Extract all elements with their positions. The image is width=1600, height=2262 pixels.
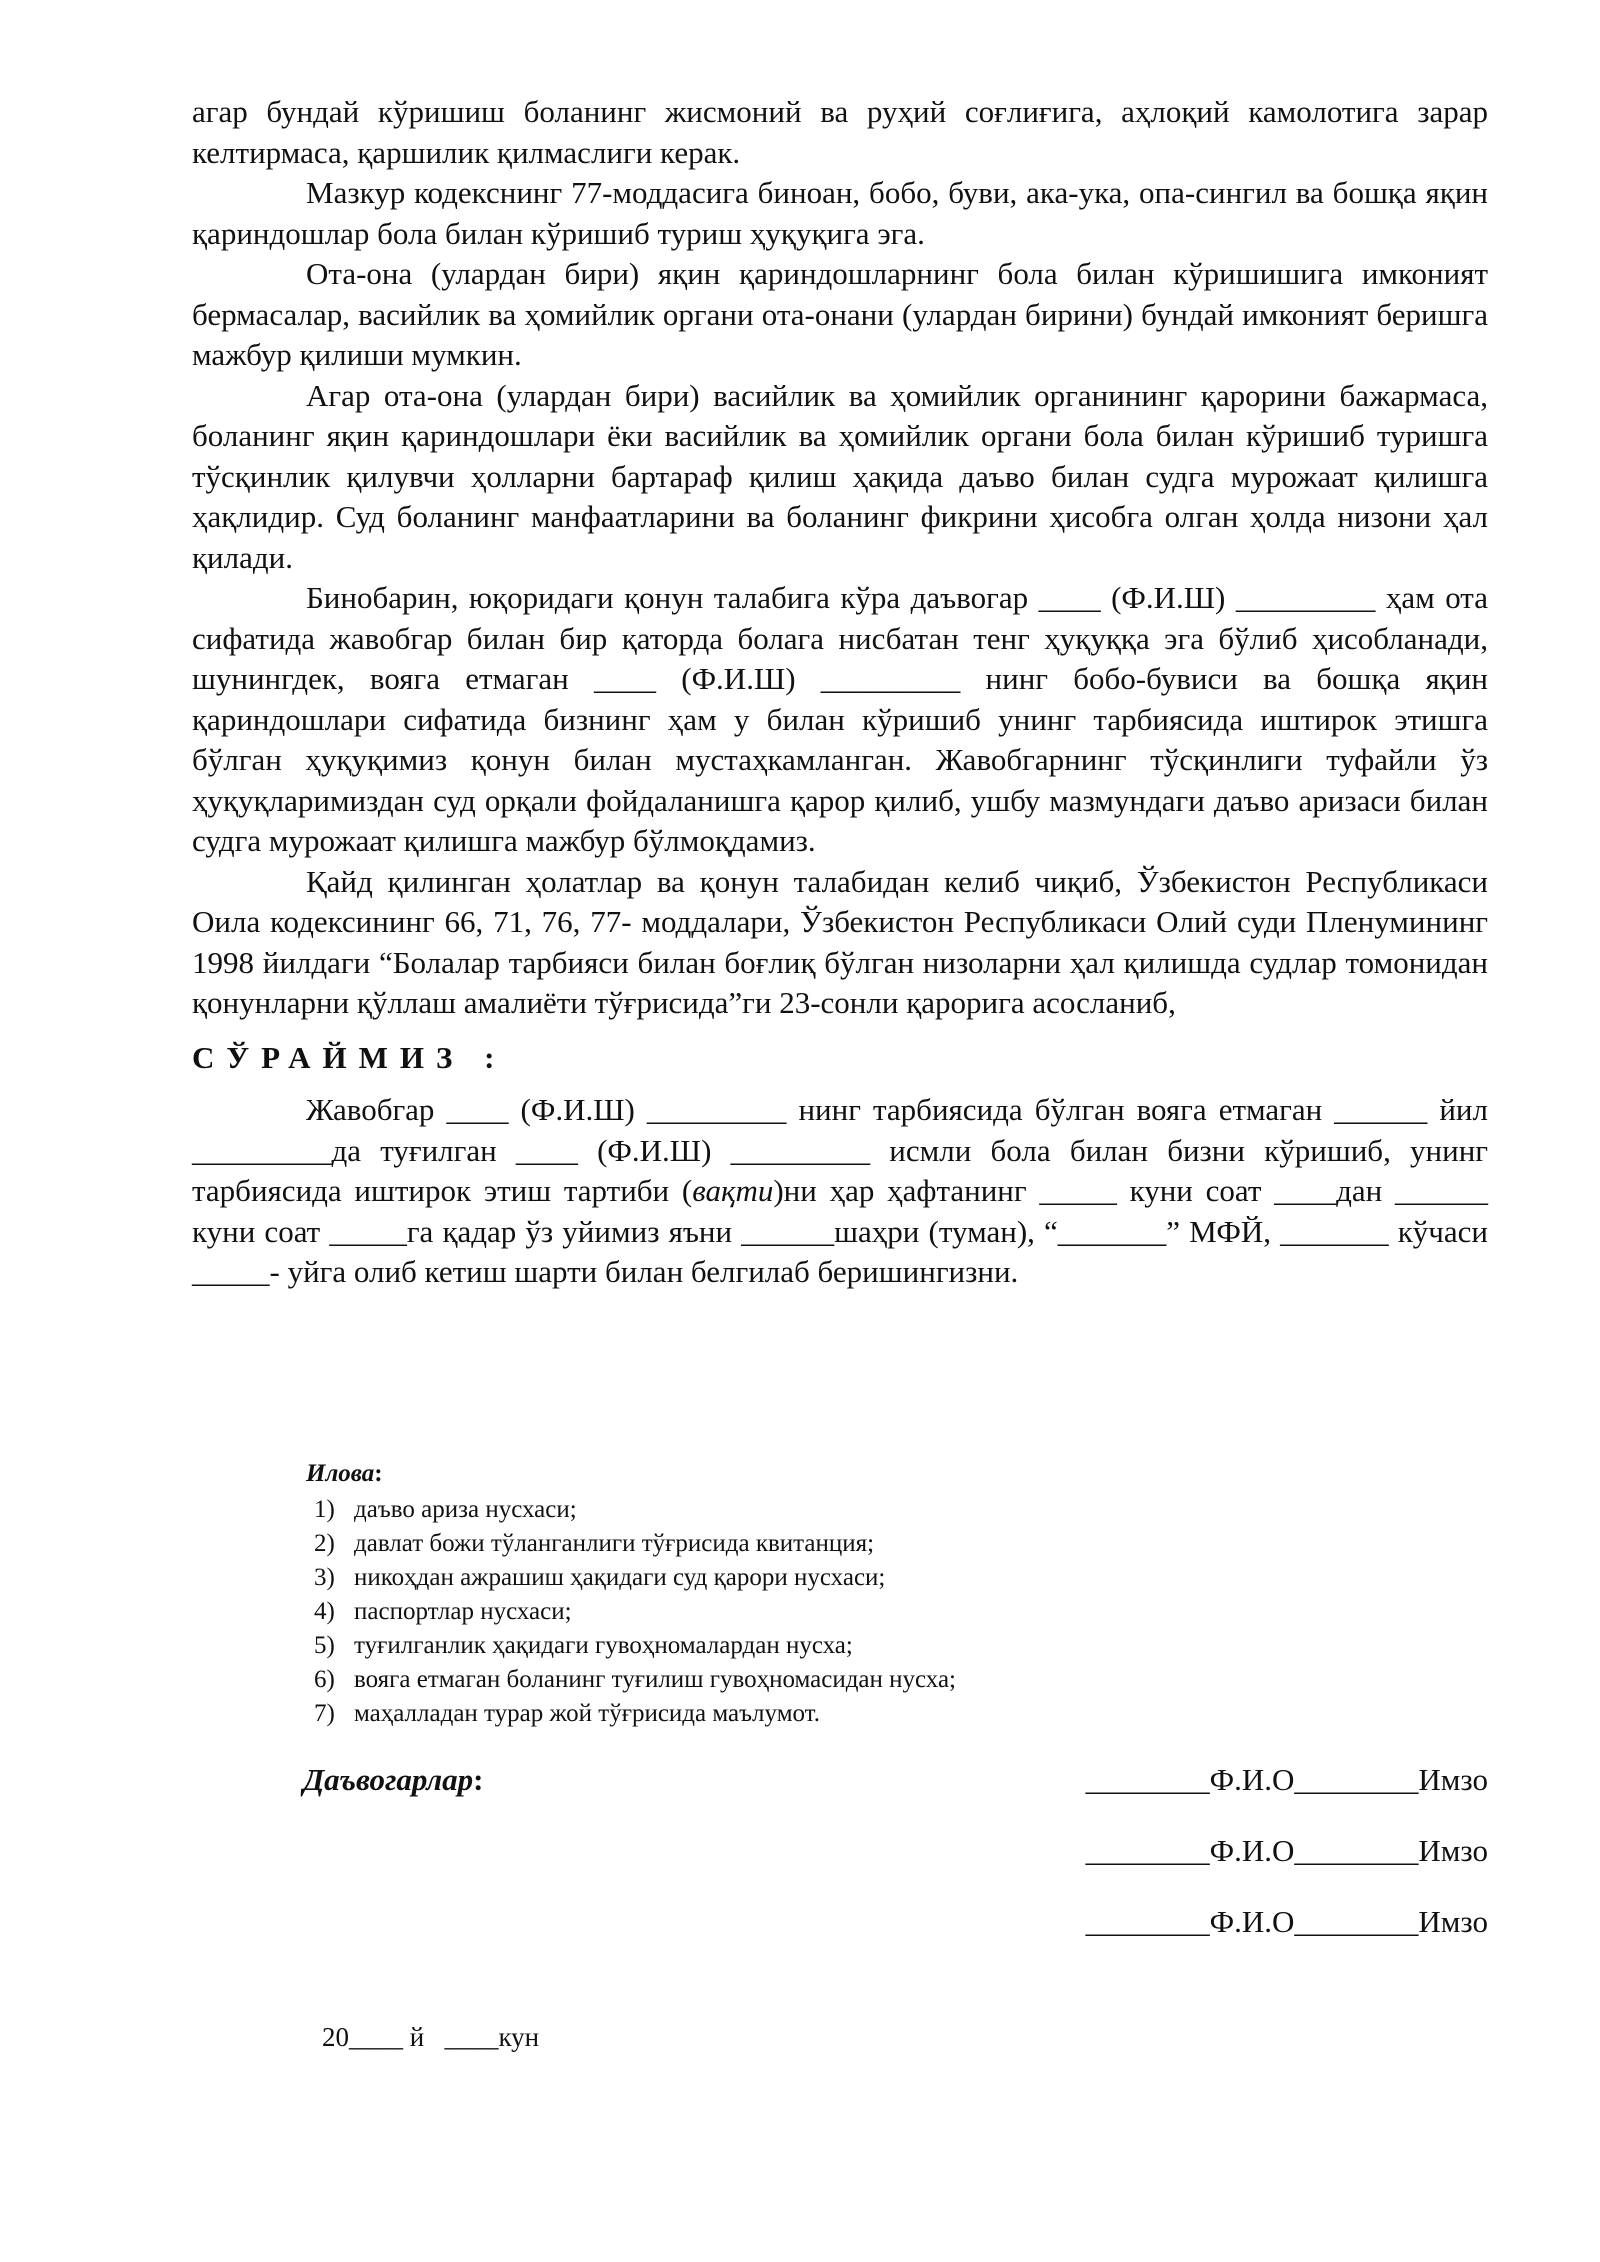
list-item-number: 2)	[314, 1530, 335, 1557]
list-item	[306, 1595, 1206, 1629]
paragraph-court-right: Агар ота-она (улардан бири) васийлик ва ҳомийлик органининг қарорини бажармаса, боланинг яқин қариндошлари ёки васийлик ва ҳомийлик органи бола билан кўришиб туришга тўсқинлик қилувчи ҳолларни бартараф қилиш ҳақида даъво билан судга мурожаат қилишга ҳақлидир. Суд боланинг манфаатларини ва боланинг фикрини ҳисобга олган ҳолда низони ҳал қилади.	[192, 377, 1488, 575]
paragraph-request	[192, 1090, 1488, 1293]
paragraph-article-77: Мазкур кодекснинг 77-моддасига биноан, бобо, буви, ака-ука, опа-сингил ва бошқа яқин қариндошлар бола билан кўришиб туриш ҳуқуқига эга.	[192, 175, 1488, 251]
list-item	[306, 1697, 1206, 1731]
list-item-number: 7)	[314, 1700, 335, 1727]
list-item-text: давлат божи тўланганлиги тўғрисида квитанция;	[354, 1530, 875, 1557]
signature-line-3: ________Ф.И.О________Имзо	[1085, 1904, 1488, 1939]
list-item-number: 6)	[314, 1666, 335, 1693]
list-item	[306, 1663, 1206, 1697]
list-item	[306, 1493, 1206, 1527]
document-body	[192, 92, 1488, 1293]
date-line: 20____ й ____кун	[322, 2022, 540, 2052]
signature-line-1: ________Ф.И.О________Имзо	[1085, 1762, 1488, 1797]
list-item-number: 1)	[314, 1496, 335, 1523]
paragraph-continuation: агар бундай кўришиш боланинг жисмоний ва руҳий соғлиғига, аҳлоқий камолотига зарар келтирмаса, қаршилик қилмаслиги керак.	[192, 94, 1488, 170]
signature-line-2: ________Ф.И.О________Имзо	[1085, 1833, 1488, 1868]
list-item-text: вояга етмаган боланинг туғилиш гувоҳномасидан нусха;	[354, 1666, 957, 1693]
paragraph-legal-grounds: Қайд қилинган ҳолатлар ва қонун талабидан келиб чиқиб, Ўзбекистон Республикаси Оила кодексининг 66, 71, 76, 77- моддалари, Ўзбекистон Республикаси Олий суди Пленумининг 1998 йилдаги “Болалар тарбияси билан боғлиқ бўлган низоларни ҳал қилишда судлар томонидан қонунларни қўллаш амалиёти тўғрисида”ги 23-сонли қарорига асосланиб,	[192, 863, 1488, 1020]
request-heading: СЎРАЙМИЗ :	[192, 1039, 507, 1075]
list-item-text: никоҳдан ажрашиш ҳақидаги суд қарори нусхаси;	[354, 1564, 886, 1591]
list-item-number: 4)	[314, 1598, 335, 1625]
claimants-label	[303, 1762, 483, 1798]
list-item-text: туғилганлик ҳақидаги гувоҳномалардан нусха;	[354, 1632, 853, 1659]
list-item-text: даъво ариза нусхаси;	[354, 1496, 577, 1523]
request-text-part2: )ни ҳар ҳафтанинг _____ куни соат ____дан ______ куни соат _____га қадар ўз уйимиз яъни ______шаҳри (туман), “_______” МФЙ, _______ кўчаси _____- уйга олиб кетиш шарти билан белгилаб беришингизни.	[192, 1173, 1488, 1289]
paragraph-parents-obligation: Ота-она (улардан бири) яқин қариндошларнинг бола билан кўришишига имконият бермасалар, васийлик ва ҳомийлик органи ота-онани (улардан бирини) бундай имконият беришга мажбур қилиши мумкин.	[192, 256, 1488, 372]
list-item-text: маҳалладан турар жой тўғрисида маълумот.	[354, 1700, 820, 1727]
appendix-title	[306, 1457, 1206, 1491]
appendix-section	[306, 1457, 1206, 1731]
paragraph-claim-basis: Бинобарин, юқоридаги қонун талабига кўра даъвогар ____ (Ф.И.Ш) _________ ҳам ота сифатида жавобгар билан бир қаторда болага нисбатан тенг ҳуқуққа эга бўлиб ҳисобланади, шунингдек, вояга етмаган ____ (Ф.И.Ш) _________ нинг бобо-бувиси ва бошқа яқин қариндошлари сифатида бизнинг ҳам у билан кўришиб унинг тарбиясида иштирок этишга бўлган ҳуқуқимиз қонун билан мустаҳкамланган. Жавобгарнинг тўсқинлиги туфайли ўз ҳуқуқларимиздан суд орқали фойдаланишга қарор қилиб, ушбу мазмундаги даъво аризаси билан судга мурожаат қилишга мажбур бўлмоқдамиз.	[192, 580, 1488, 858]
request-text-part1: Жавобгар ____ (Ф.И.Ш) _________ нинг тарбиясида бўлган вояга етмаган ______ йил _________да туғилган ____ (Ф.И.Ш) _________ исмли бола билан бизни кўришиб, унинг тарбиясида иштирок этиш тартиби (	[192, 1092, 1488, 1208]
appendix-title-text: Илова	[306, 1460, 375, 1487]
appendix-list	[306, 1493, 1206, 1731]
claimants-label-colon: :	[473, 1762, 484, 1797]
appendix-title-colon: :	[374, 1460, 383, 1487]
list-item	[306, 1561, 1206, 1595]
list-item-text: паспортлар нусхаси;	[354, 1598, 572, 1625]
list-item-number: 5)	[314, 1632, 335, 1659]
request-text-italic: вақти	[692, 1173, 774, 1208]
list-item	[306, 1527, 1206, 1561]
claimants-label-text: Даъвогарлар	[303, 1762, 474, 1797]
list-item	[306, 1629, 1206, 1663]
list-item-number: 3)	[314, 1564, 335, 1591]
